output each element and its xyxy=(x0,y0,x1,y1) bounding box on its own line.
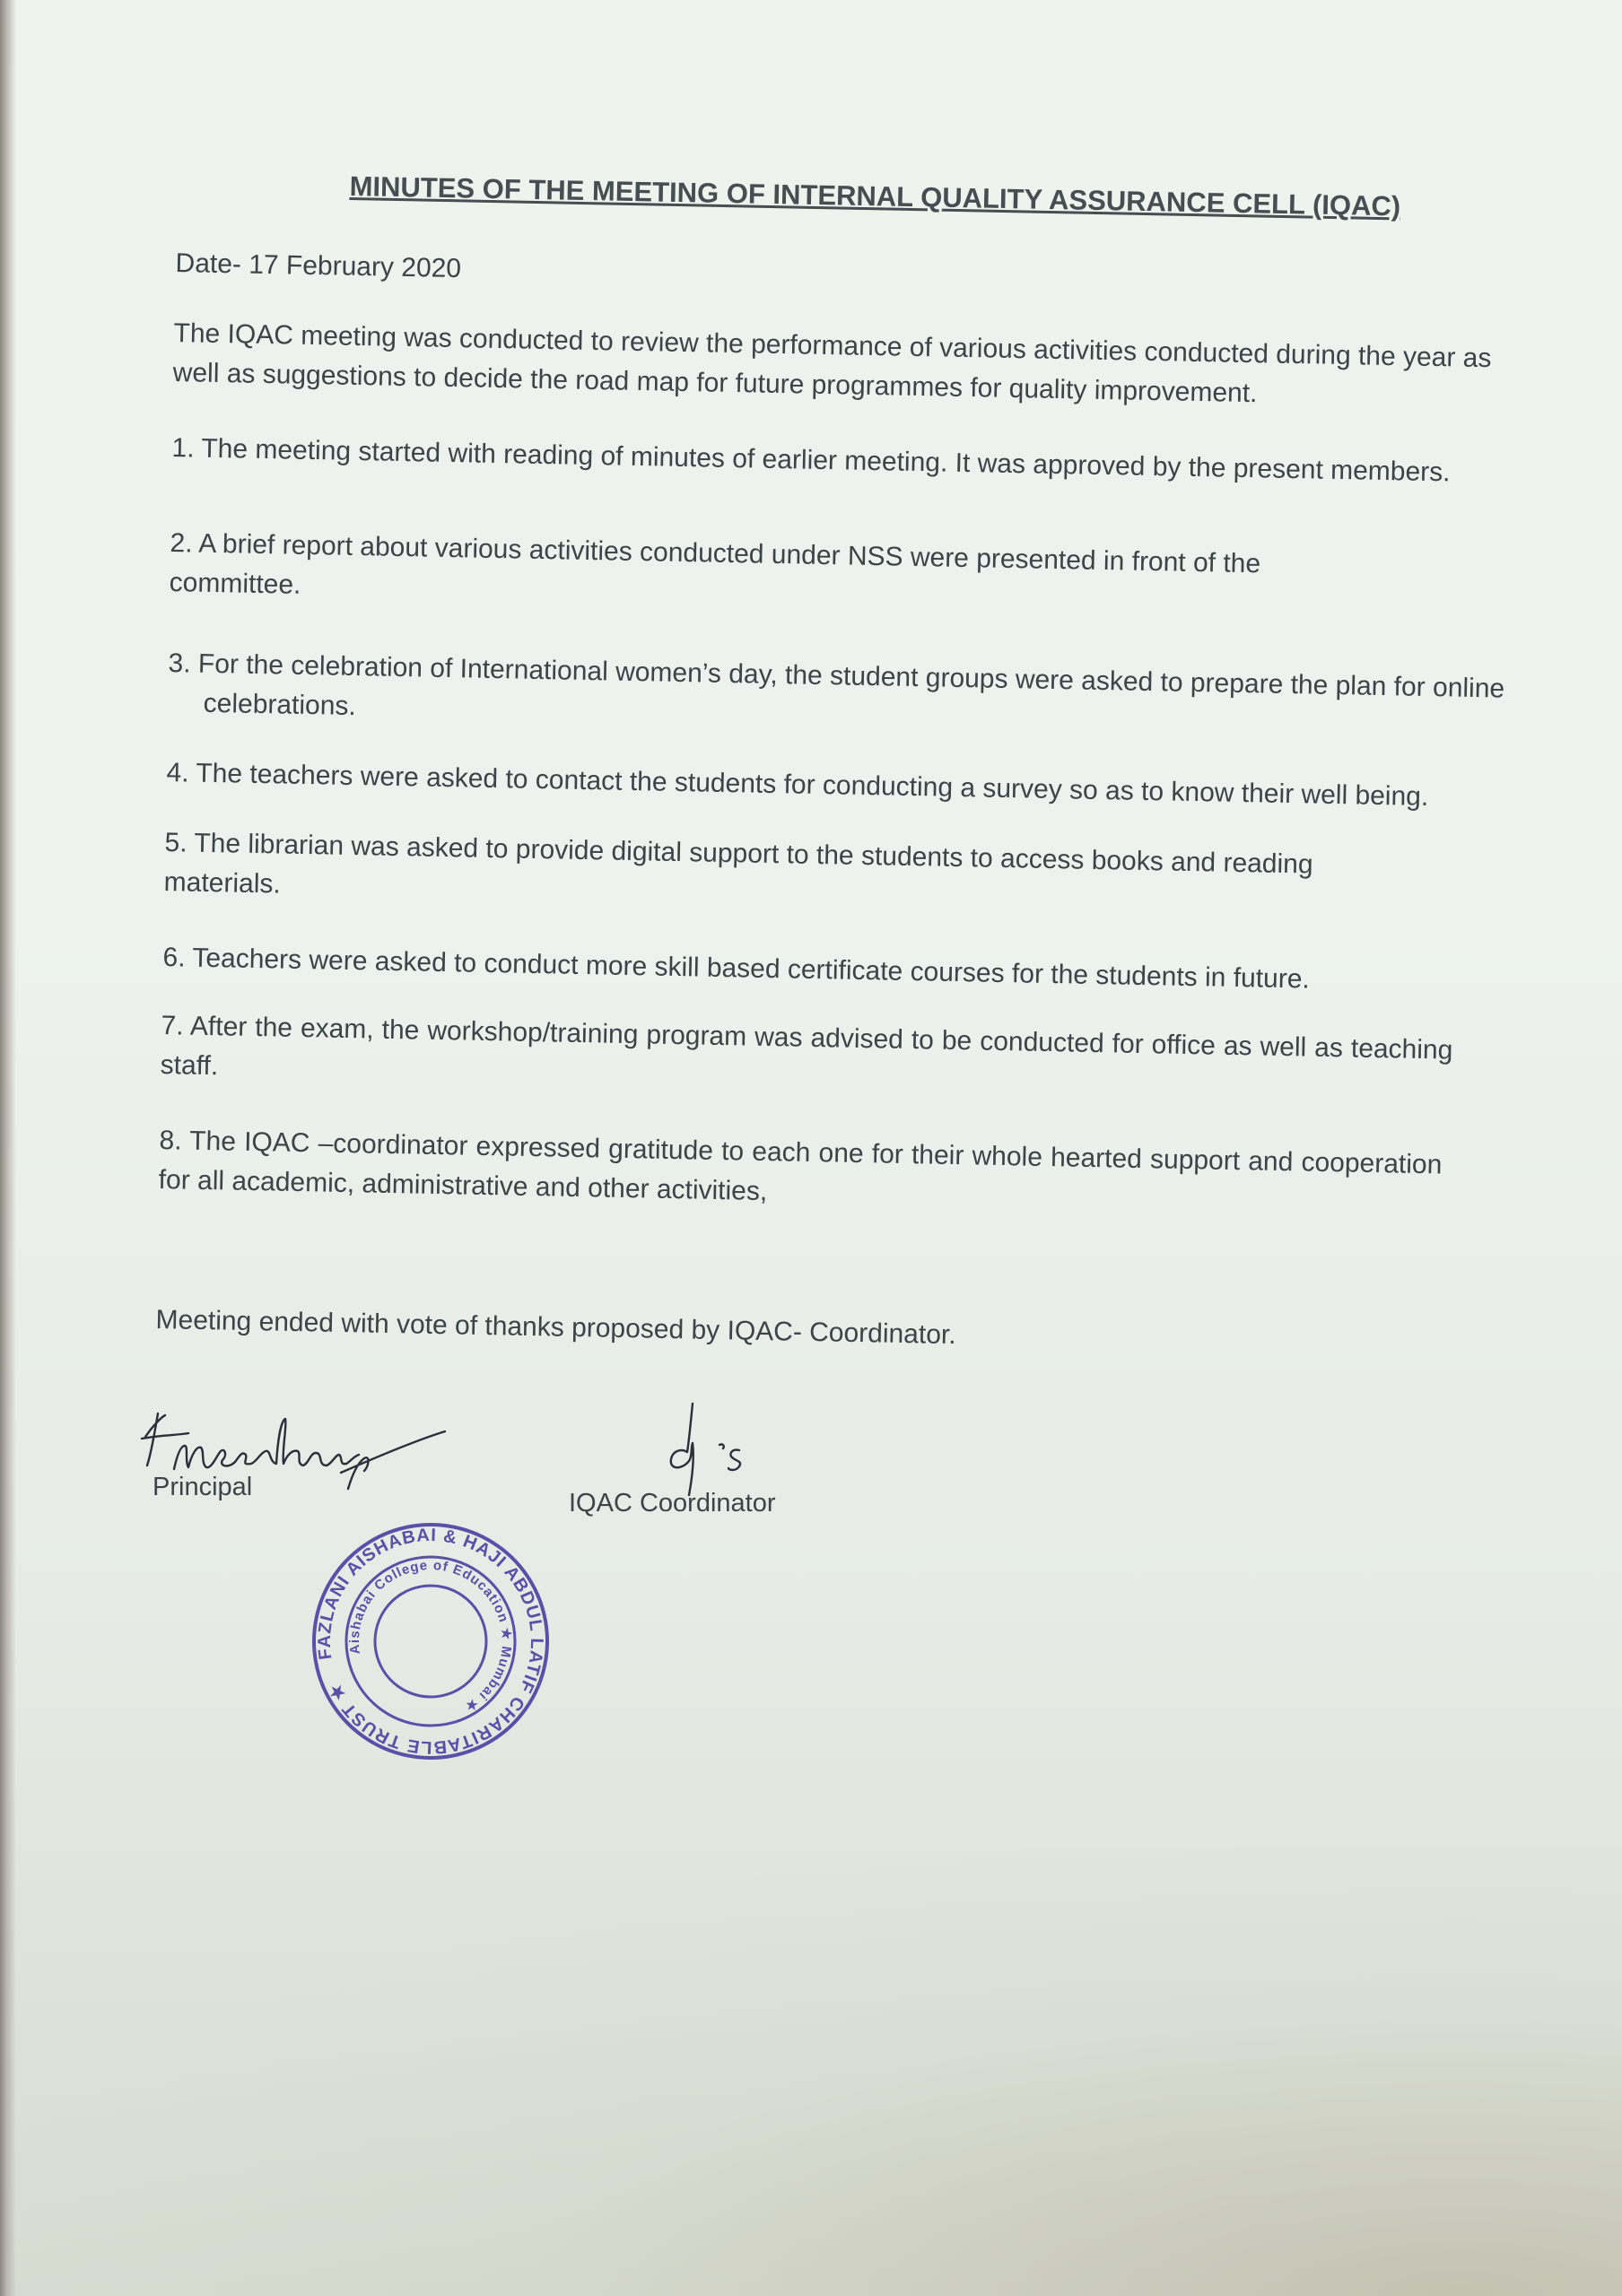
minutes-item: 4. The teachers were asked to contact the students for conducting a survey so as to know their well being. xyxy=(166,757,1429,813)
document-title: MINUTES OF THE MEETING OF INTERNAL QUALITY ASSURANCE CELL (IQAC) xyxy=(349,170,1401,222)
minutes-item: 6. Teachers were asked to conduct more skill based certificate courses for the students in future. xyxy=(162,942,1311,995)
minutes-item: 8. The IQAC –coordinator expressed gratitude to each one for their whole hearted support and cooperation for all academic, administrative and other activities, xyxy=(158,1125,1443,1207)
minutes-item: 7. After the exam, the workshop/training program was advised to be conducted for office as well as teaching staff. xyxy=(160,1010,1453,1082)
intro-paragraph: The IQAC meeting was conducted to review the performance of various activities conducted during the year as well as suggestions to decide the road map for future programmes for quality improvement. xyxy=(172,317,1492,409)
closing-statement: Meeting ended with vote of thanks proposed by IQAC- Coordinator. xyxy=(155,1304,956,1351)
stamp-inner-text: Aishabai College of Education ★ Mumbai ★ xyxy=(346,1557,515,1716)
coordinator-label: IQAC Coordinator xyxy=(569,1489,776,1518)
minutes-item: 3. For the celebration of International women’s day, the student groups were asked to prepare the plan for online celebrations. xyxy=(168,648,1505,722)
principal-label: Principal xyxy=(153,1473,253,1501)
stamp-outer-text: FAZLANI AISHABAI & HAJI ABDUL LATIF CHARITABLE TRUST ★ xyxy=(314,1525,547,1758)
minutes-item: 2. A brief report about various activities conducted under NSS were presented in front of the committee. xyxy=(169,527,1261,600)
meeting-date: Date- 17 February 2020 xyxy=(175,248,462,284)
svg-text:FAZLANI AISHABAI & HAJI ABDUL xyxy=(305,1516,556,1767)
minutes-item: 1. The meeting started with reading of minutes of earlier meeting. It was approved by the present members. xyxy=(171,432,1451,488)
institution-stamp xyxy=(305,1516,556,1767)
coordinator-signature xyxy=(646,1395,772,1502)
minutes-item: 5. The librarian was asked to provide digital support to the students to access books and reading materials. xyxy=(163,827,1313,900)
